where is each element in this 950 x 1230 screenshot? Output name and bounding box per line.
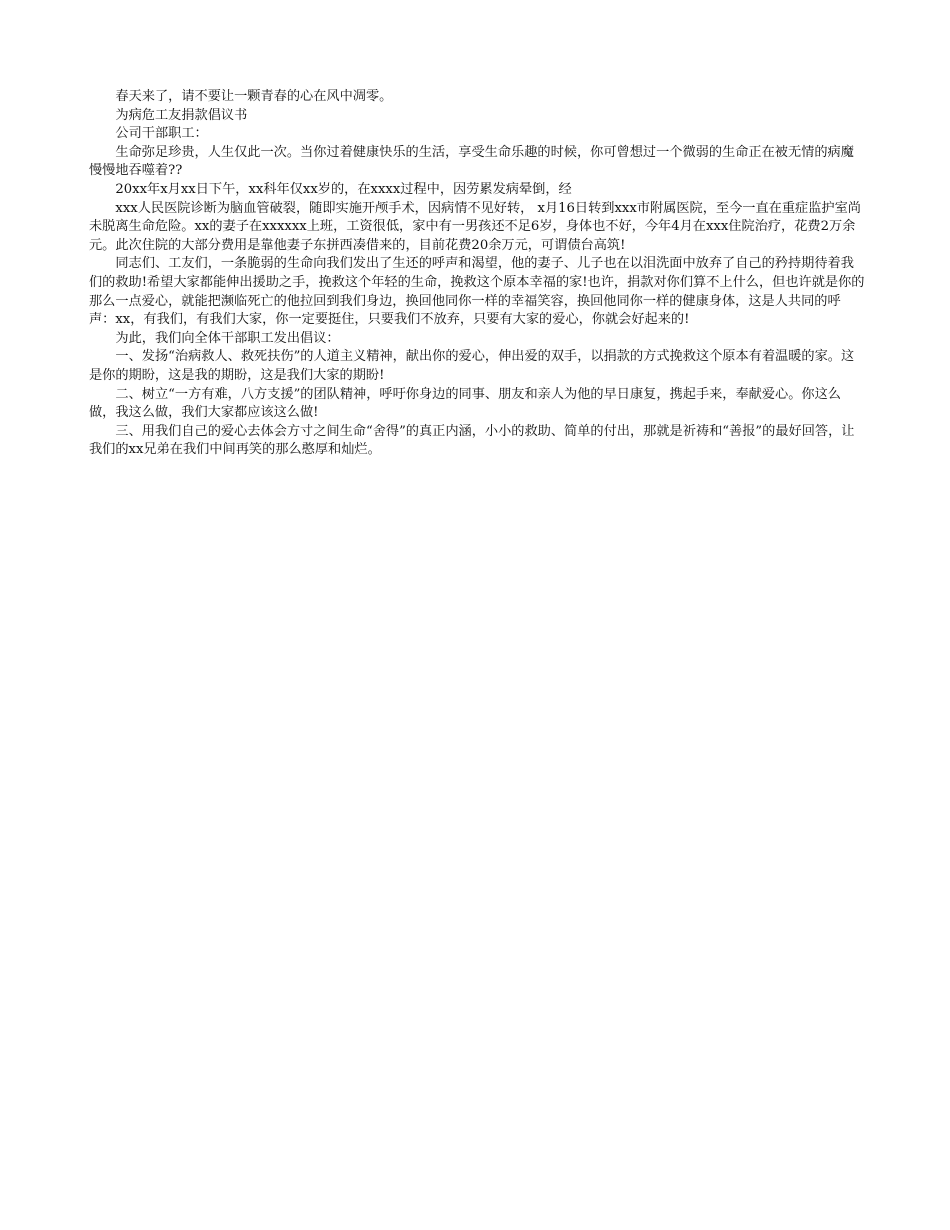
salutation: 公司干部职工：	[115, 126, 208, 142]
intro-line: 春天来了，请不要让一颗青春的心在风中凋零。	[115, 89, 393, 104]
document-body	[89, 88, 865, 460]
body-paragraph: xxx人民医院诊断为脑血管破裂，随即实施开颅手术，因病情不见好转， x月16日转到xxx市附属医院，至今一直在重症监护室尚未脱离生命危险。xx的妻子在xxxxxx上班，工资很低，家中有一男孩还不足6岁，身体也不好，今年4月在xxx住院治疗，花费2万余元。此次住院的大部分费用是靠他妻子东拼西凑借来的，目前花费20余万元，可谓债台高筑!	[89, 200, 861, 253]
document-title: 为病危工友捐款倡议书	[115, 107, 248, 123]
proposal-item-3: 三、用我们自己的爱心去体会方寸之间生命“舍得”的真正内涵，小小的救助、简单的付出，那就是祈祷和“善报”的最好回答，让我们的xx兄弟在我们中间再笑的那么憨厚和灿烂。	[89, 423, 855, 458]
proposal-item-1: 一、发扬“治病救人、救死扶伤”的人道主义精神，献出你的爱心，伸出爱的双手，以捐款的方式挽救这个原本有着温暖的家。这是你的期盼，这是我的期盼，这是我们大家的期盼!	[89, 349, 855, 383]
proposal-item-2: 二、树立“一方有难，八方支援”的团队精神，呼吁你身边的同事、朋友和亲人为他的早日康复，携起手来，奉献爱心。你这么做，我这么做，我们大家都应该这么做!	[89, 386, 841, 421]
proposal-intro: 为此，我们向全体干部职工发出倡议：	[115, 330, 340, 346]
body-paragraph: 20xx年x月xx日下午，xx科年仅xx岁的，在xxxx过程中，因劳累发病晕倒，经	[115, 181, 572, 197]
body-paragraph: 生命弥足珍贵，人生仅此一次。当你过着健康快乐的生活，享受生命乐趣的时候，你可曾想过一个微弱的生命正在被无情的病魔慢慢地吞噬着??	[89, 144, 854, 179]
body-paragraph: 同志们、工友们，一条脆弱的生命向我们发出了生还的呼声和渴望，他的妻子、儿子也在以泪洗面中放弃了自己的矜持期待着我们的救助!希望大家都能伸出援助之手，挽救这个年轻的生命，挽救这个原本幸福的家!也许，捐款对你们算不上什么，但也许就是你的那么一点爱心，就能把濒临死亡的他拉回到我们身边，换回他同你一样的幸福笑容，换回他同你一样的健康身体，这是人共同的呼声：xx，有我们，有我们大家，你一定要挺住，只要我们不放弃，只要有大家的爱心，你就会好起来的!	[89, 256, 865, 328]
